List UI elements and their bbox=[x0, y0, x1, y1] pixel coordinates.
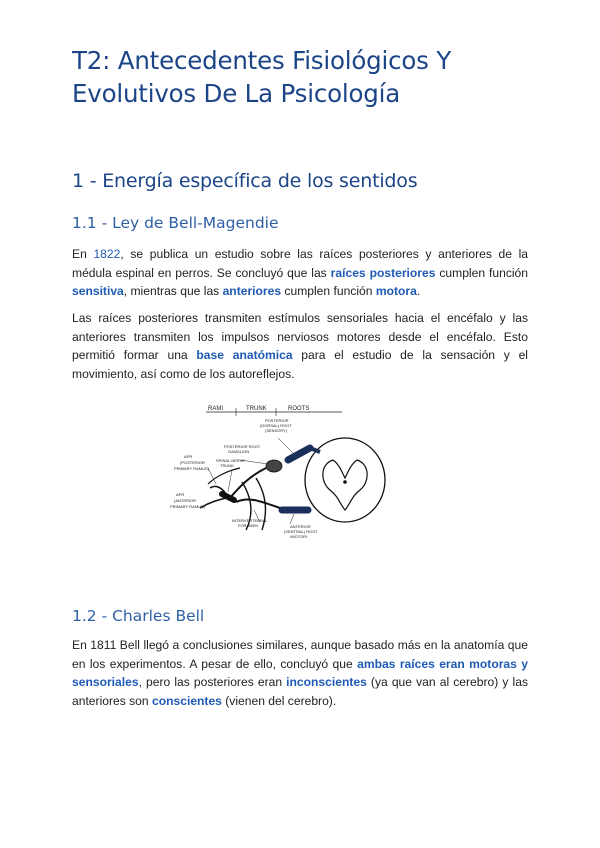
svg-text:(POSTERIOR: (POSTERIOR bbox=[180, 460, 205, 465]
paragraph-raices-transmision: Las raíces posteriores transmiten estímulos sensoriales hacia el encéfalo y las anteriores transmiten los impulsos nerviosos motores desde el encéfalo. Esto permitió formar una base anatómica para el estudio de la sensación y el movimiento, así como de los autoreflejos. bbox=[72, 311, 528, 382]
highlight-anteriores: anteriores bbox=[222, 284, 282, 299]
highlight-ambas-raices: ambas raíces eran motoras y sensoriales bbox=[72, 656, 529, 690]
svg-text:PRIMARY RAMUS): PRIMARY RAMUS) bbox=[170, 504, 205, 509]
svg-text:GANGLION: GANGLION bbox=[228, 449, 250, 454]
label-roots: ROOTS bbox=[288, 406, 310, 412]
svg-text:(MOTOR): (MOTOR) bbox=[290, 534, 308, 538]
label-intervertebral-foramen: INTERVERTEBRAL bbox=[232, 518, 268, 523]
svg-text:(DORSAL) ROOT: (DORSAL) ROOT bbox=[260, 423, 292, 428]
highlight-base-anatomica: base anatómica bbox=[196, 348, 293, 363]
paragraph-charles-bell: En 1811 Bell llegó a conclusiones similares, aunque basado más en la anatomía que en los experimentos. A pesar de ello, concluyó que ambas raíces eran motoras y sensoriales, pero las posteriores eran inconscientes (ya que van al cerebro) y las anteriores son conscientes (vienen del cerebro). bbox=[72, 638, 529, 709]
label-anterior-ramus: APR bbox=[176, 492, 185, 497]
svg-text:TRUNK: TRUNK bbox=[220, 463, 234, 468]
highlight-sensitiva: sensitiva bbox=[72, 284, 124, 299]
label-trunk: TRUNK bbox=[246, 406, 267, 412]
highlight-year: 1822 bbox=[93, 247, 121, 261]
highlight-raices-posteriores: raíces posteriores bbox=[330, 265, 436, 280]
section-heading: 1 - Energía específica de los sentidos bbox=[72, 170, 418, 192]
svg-text:(SENSORY): (SENSORY) bbox=[265, 428, 288, 433]
paragraph-bell-magendie: En 1822, se publica un estudio sobre las raíces posteriores y anteriores de la médula espinal en perros. Se concluyó que las raíces posteriores cumplen función sensitiva, mientras que las anteriores cumplen función motora. bbox=[72, 247, 529, 299]
label-anterior-root: ANTERIOR bbox=[290, 524, 311, 529]
subsection-heading-charles-bell: 1.2 - Charles Bell bbox=[72, 607, 205, 625]
subsection-heading-bell-magendie: 1.1 - Ley de Bell-Magendie bbox=[72, 214, 279, 232]
spinal-cord-roots-diagram bbox=[170, 398, 400, 538]
label-posterior-ramus: APR bbox=[184, 454, 193, 459]
label-posterior-root-ganglion: POSTERIOR ROOT bbox=[224, 444, 261, 449]
label-posterior-root: POSTERIOR bbox=[265, 418, 289, 423]
highlight-inconscientes: inconscientes bbox=[286, 675, 367, 690]
highlight-conscientes: conscientes bbox=[152, 694, 222, 709]
svg-text:(ANTERIOR: (ANTERIOR bbox=[174, 498, 196, 503]
label-rami: RAMI bbox=[208, 406, 223, 412]
svg-text:FORAMEN: FORAMEN bbox=[238, 523, 258, 528]
highlight-motora: motora bbox=[375, 284, 417, 299]
page-title: T2: Antecedentes Fisiológicos Y Evolutivos De La Psicología bbox=[72, 46, 452, 108]
svg-text:PRIMARY RAMUS): PRIMARY RAMUS) bbox=[174, 466, 209, 471]
svg-text:(VENTRAL) ROOT: (VENTRAL) ROOT bbox=[284, 529, 318, 534]
label-spinal-nerve-trunk: SPINAL NERVE bbox=[216, 458, 245, 463]
